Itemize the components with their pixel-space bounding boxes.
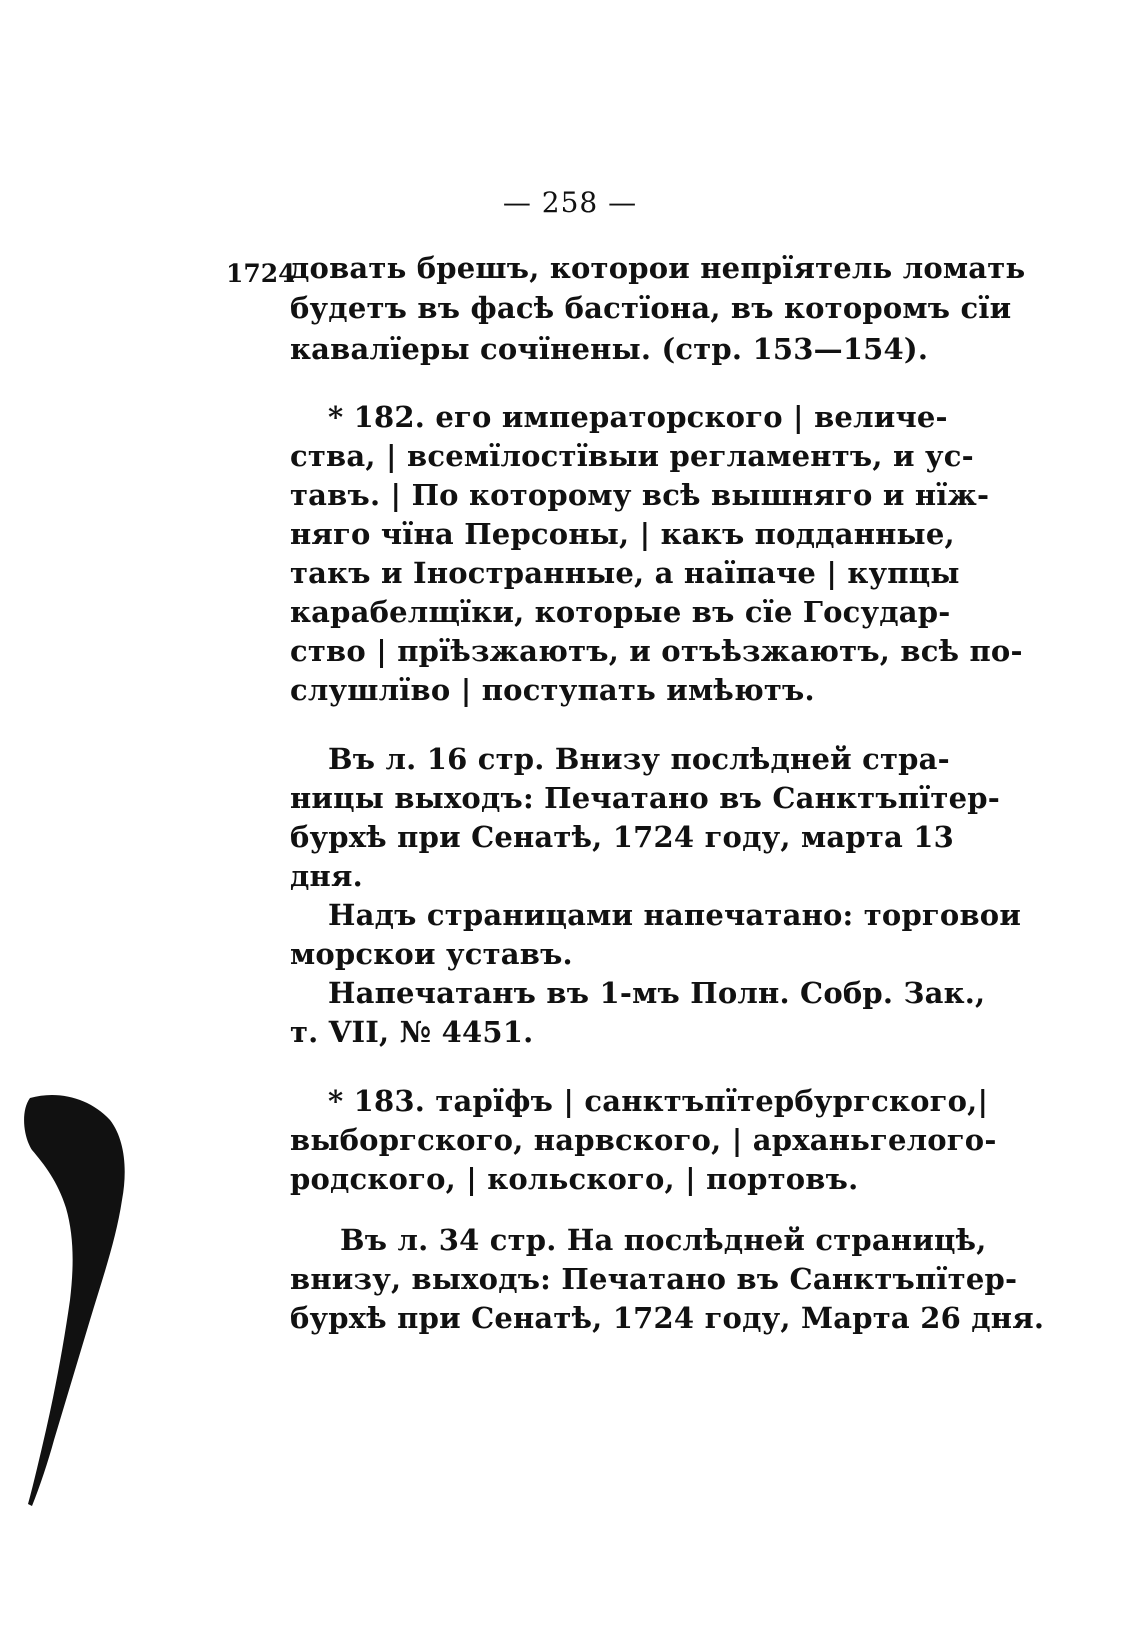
entry-182-header-line: морскои уставъ. [290,937,573,971]
continuation-line: будетъ въ фасѣ бастїона, въ которомъ сїи [290,291,1012,325]
entry-182-printed-line: Напечатанъ въ 1-мъ Полн. Собр. Зак., [328,976,986,1010]
entry-182-note-line: бурхѣ при Сенатѣ, 1724 году, марта 13 [290,820,955,854]
margin-year: 1724 [226,259,296,288]
continuation-line: кавалїеры сочїнены. (стр. 153—154). [290,332,929,366]
entry-183-note-line: бурхѣ при Сенатѣ, 1724 году, Марта 26 дня. [290,1301,1045,1335]
entry-182-header-line: Надъ страницами напечатано: торговои [328,898,1022,932]
entry-182-line: слушлїво | поступать имѣютъ. [290,673,815,707]
entry-182-line: тавъ. | По которому всѣ вышняго и нїж- [290,478,990,512]
entry-183-line: выборгского, нарвского, | арханьгелого- [290,1123,997,1157]
entry-182-line: няго чїна Персоны, | какъ подданные, [290,517,955,551]
entry-182-note-line: дня. [290,859,363,893]
entry-182-line: такъ и Іностранные, а наїпаче | купцы [290,556,960,590]
continuation-line: довать брешъ, которои непрїятель ломать [290,251,1026,285]
entry-183-note-line: внизу, выходъ: Печатано въ Санктъпїтер- [290,1262,1018,1296]
entry-182-printed-line: т. VII, № 4451. [290,1015,534,1049]
entry-182-note-line: ницы выходъ: Печатано въ Санктъпїтер- [290,781,1000,815]
entry-183-line: родского, | кольского, | портовъ. [290,1162,859,1196]
entry-182-line: карабелщїки, которые въ сїе Государ- [290,595,951,629]
ink-blot-artifact [18,1090,128,1510]
entry-183-note-line: Въ л. 34 стр. На послѣдней страницѣ, [340,1223,987,1257]
entry-182-line: ства, | всемїлостївыи регламентъ, и ус- [290,439,974,473]
page-number: — 258 — [502,186,638,219]
entry-182-note-line: Въ л. 16 стр. Внизу послѣдней стра- [328,742,950,776]
entry-183-line: * 183. тарїфъ | санктъпїтербургского,| [328,1084,989,1118]
entry-182-line: * 182. его императорского | величе- [328,400,948,434]
entry-182-line: ство | прїѣзжаютъ, и отъѣзжаютъ, всѣ по- [290,634,1023,668]
